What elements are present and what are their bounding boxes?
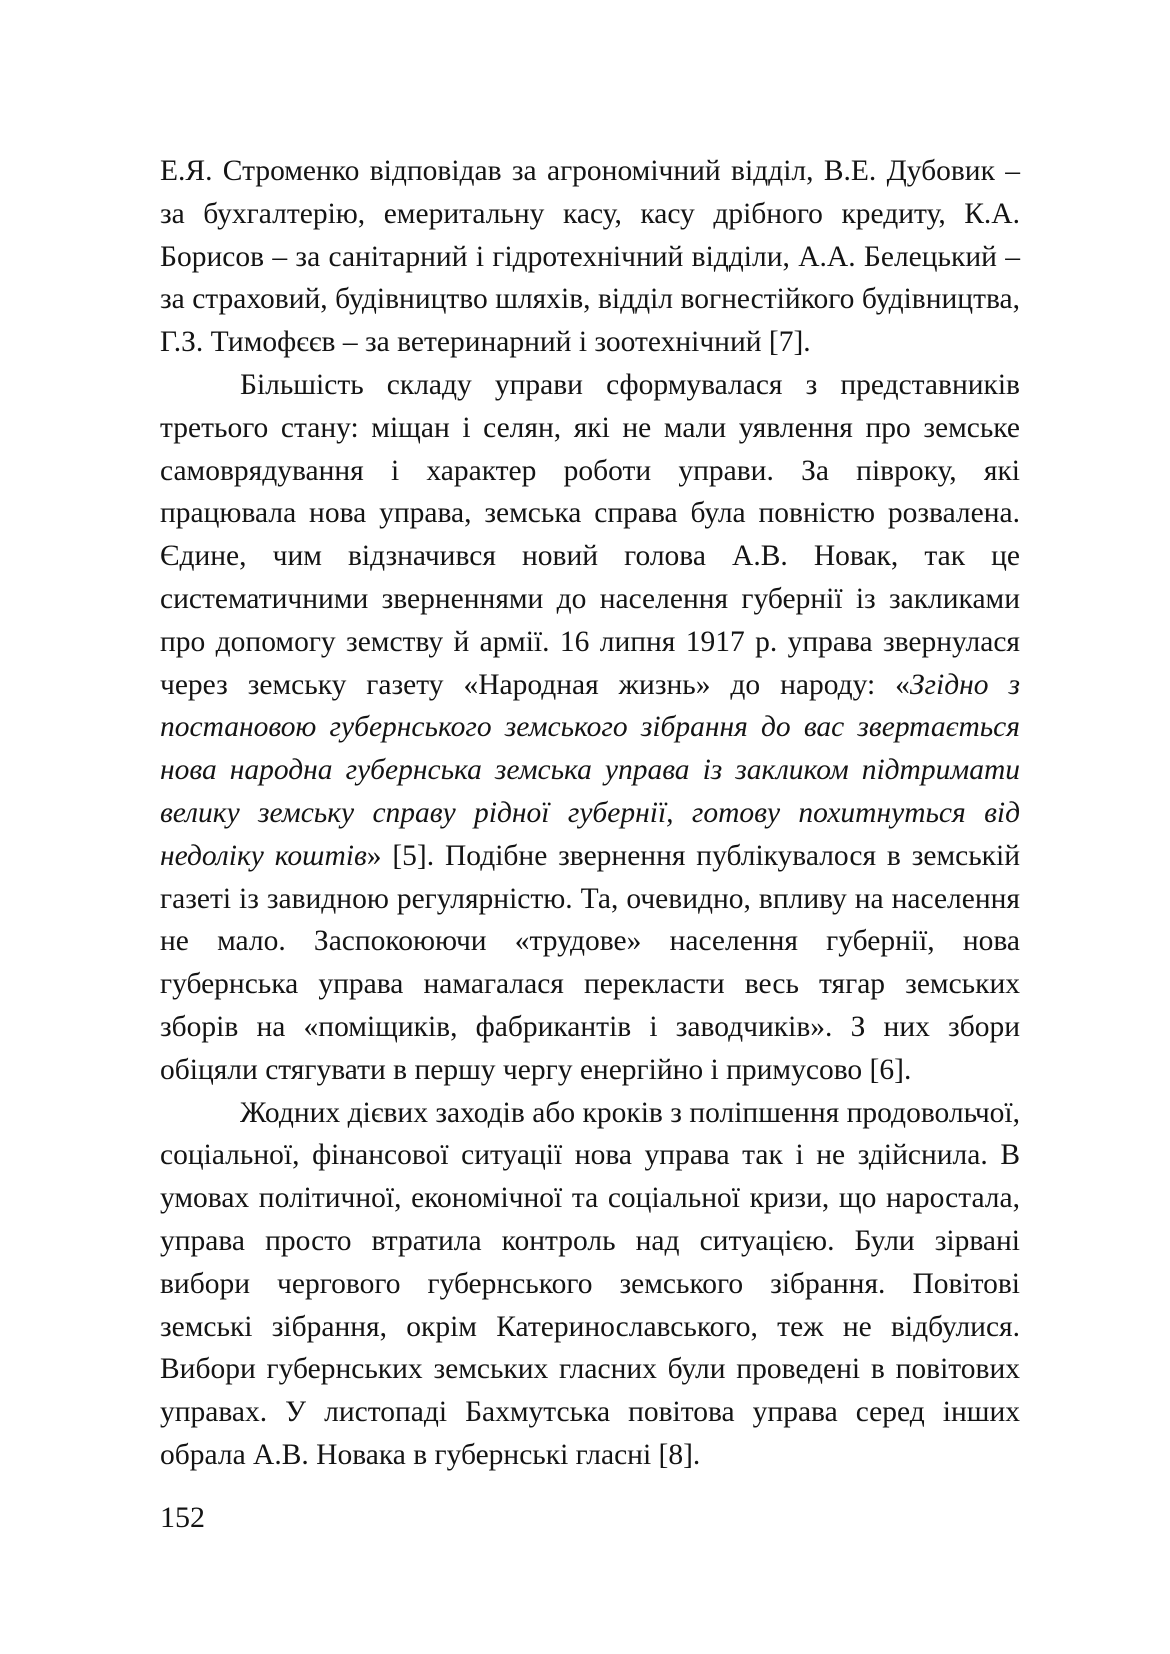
paragraph-1: Е.Я. Строменко відповідав за агрономічний відділ, В.Е. Дубовик – за бухгалтерію, емеритальну касу, касу дрібного кредиту, К.А. Борисов – за санітарний і гідротехнічний відділи, А.А. Белецький – за страховий, будівництво шляхів, відділ вогнестійкого будівництва, Г.З. Тимофєєв – за ветеринарний і зоотехнічний [7]. bbox=[160, 155, 1020, 359]
paragraph-2-continuation: » [5]. Подібне звернення публікувалося в земській газеті із завидною регулярністю. Та, очевидно, впливу на населення не мало. Заспокоюючи «трудове» населення губернії, нова губернська управа намагалася перекласти весь тягар земських зборів на «поміщиків, фабрикантів і заводчиків». З них збори обіцяли стягувати в першу чергу енергійно і примусово [6]. bbox=[160, 839, 1020, 1086]
page-number: 152 bbox=[160, 1501, 205, 1534]
paragraph-2 bbox=[160, 364, 1020, 1092]
paragraph-3: Жодних дієвих заходів або кроків з поліпшення продовольчої, соціальної, фінансової ситуації нова управа так і не здійснила. В умовах політичної, економічної та соціальної кризи, що наростала, управа просто втратила контроль над ситуацією. Були зірвані вибори чергового губернського земського зібрання. Повітові земські зібрання, окрім Катеринославського, теж не відбулися. Вибори губернських земських гласних були проведені в повітових управах. У листопаді Бахмутська повітова управа серед інших обрала А.В. Новака в губернські гласні [8]. bbox=[160, 1096, 1020, 1471]
quotation: Згідно з постановою губернського земського зібрання до вас звертається нова народна губернська земська управа із закликом підтримати велику земську справу рідної губернії, готову похитнуться від недоліку коштів bbox=[160, 668, 1020, 872]
paragraph-2-text: Більшість складу управи сформувалася з представників третього стану: міщан і селян, які не мали уявлення про земське самоврядування і характер роботи управи. За півроку, які працювала нова управа, земська справа була повністю розвалена. Єдине, чим відзначився новий голова А.В. Новак, так це систематичними зверненнями до населення губернії із закликами про допомогу земству й армії. 16 липня 1917 р. управа звернулася через земську газету «Народная жизнь» до народу: « bbox=[160, 368, 1020, 701]
body-text bbox=[160, 150, 1020, 1477]
